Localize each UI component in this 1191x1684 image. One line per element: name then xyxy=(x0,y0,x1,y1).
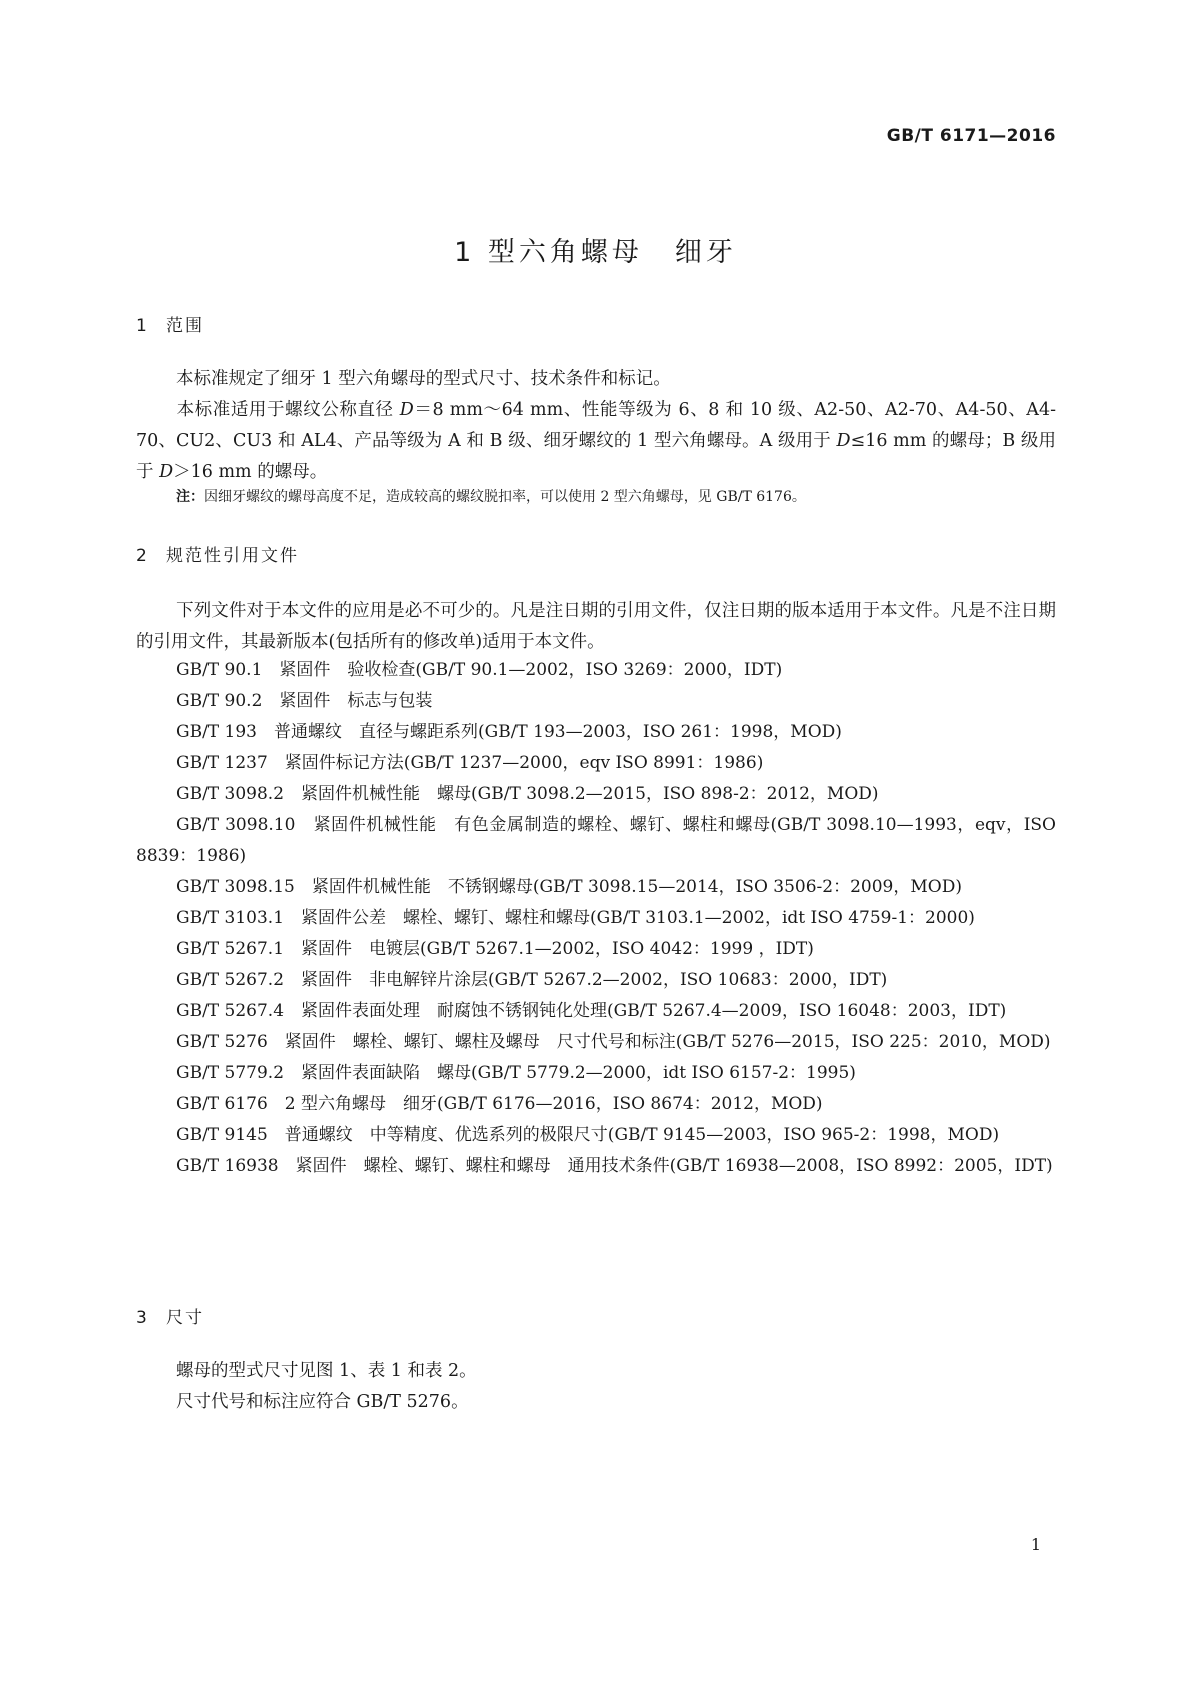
standard-code: GB/T 6171—2016 xyxy=(886,126,1056,146)
reference-item: GB/T 1237 紧固件标记方法(GB/T 1237—2000，eqv ISO 8991：1986) xyxy=(176,753,764,773)
variable-d: D xyxy=(836,431,851,451)
reference-item: GB/T 90.2 紧固件 标志与包装 xyxy=(176,691,433,711)
section-number: 1 xyxy=(136,316,149,336)
title-part-1: 1 型六角螺母 xyxy=(454,237,643,268)
normative-intro-paragraph: 下列文件对于本文件的应用是必不可少的。凡是注日期的引用文件，仅注日期的版本适用于本文件。凡是不注日期的引用文件，其最新版本(包括所有的修改单)适用于本文件。 xyxy=(136,601,1056,652)
dimensions-paragraph-2: 尺寸代号和标注应符合 GB/T 5276。 xyxy=(176,1392,469,1412)
title-part-2: 细牙 xyxy=(674,237,737,268)
reference-item: GB/T 5779.2 紧固件表面缺陷 螺母(GB/T 5779.2—2000，idt ISO 6157-2：1995) xyxy=(176,1063,856,1083)
reference-item: GB/T 6176 2 型六角螺母 细牙(GB/T 6176—2016，ISO 8674：2012，MOD) xyxy=(176,1094,823,1114)
section-number: 3 xyxy=(136,1308,149,1328)
section-title: 范围 xyxy=(166,316,204,336)
section-title: 规范性引用文件 xyxy=(166,546,299,566)
reference-item: GB/T 3103.1 紧固件公差 螺栓、螺钉、螺柱和螺母(GB/T 3103.1—2002，idt ISO 4759-1：2000) xyxy=(176,908,975,928)
scope-paragraph-1: 本标准规定了细牙 1 型六角螺母的型式尺寸、技术条件和标记。 xyxy=(176,369,671,389)
section-title: 尺寸 xyxy=(166,1308,204,1328)
reference-item: GB/T 5267.1 紧固件 电镀层(GB/T 5267.1—2002，ISO 4042：1999 ，IDT) xyxy=(176,939,814,959)
reference-item: GB/T 16938 紧固件 螺栓、螺钉、螺柱和螺母 通用技术条件(GB/T 16938—2008，ISO 8992：2005，IDT) xyxy=(176,1156,1053,1176)
variable-d: D xyxy=(159,462,174,482)
reference-item: GB/T 9145 普通螺纹 中等精度、优选系列的极限尺寸(GB/T 9145—2003，ISO 965-2：1998，MOD) xyxy=(176,1125,1000,1145)
page-title xyxy=(0,230,1191,269)
reference-item: GB/T 5267.2 紧固件 非电解锌片涂层(GB/T 5267.2—2002，ISO 10683：2000，IDT) xyxy=(176,970,888,990)
variable-d: D xyxy=(399,400,414,420)
section-number: 2 xyxy=(136,546,149,566)
reference-item: GB/T 90.1 紧固件 验收检查(GB/T 90.1—2002，ISO 3269：2000，IDT) xyxy=(176,660,783,680)
note-label: 注： xyxy=(176,489,204,505)
section-heading-normative-references xyxy=(136,541,299,566)
scope-note xyxy=(176,486,1056,506)
reference-list xyxy=(136,655,1056,1182)
section-heading-dimensions xyxy=(136,1303,204,1328)
section-heading-scope xyxy=(136,311,204,336)
reference-item: GB/T 3098.15 紧固件机械性能 不锈钢螺母(GB/T 3098.15—2014，ISO 3506-2：2009，MOD) xyxy=(176,877,962,897)
reference-item: GB/T 3098.2 紧固件机械性能 螺母(GB/T 3098.2—2015，ISO 898-2：2012，MOD) xyxy=(176,784,879,804)
scope-paragraph-2: 本标准适用于螺纹公称直径 D＝8 mm～64 mm、性能等级为 6、8 和 10 级、A2-50、A2-70、A4-50、A4-70、CU2、CU3 和 AL4、产品等级为 A 和 B 级、细牙螺纹的 1 型六角螺母。A 级用于 D≤16 mm 的螺母；B 级用于 D＞16 mm 的螺母。 xyxy=(136,400,1056,482)
reference-item: GB/T 3098.10 紧固件机械性能 有色金属制造的螺栓、螺钉、螺柱和螺母(GB/T 3098.10—1993，eqv，ISO 8839：1986) xyxy=(136,815,1056,866)
note-text: 因细牙螺纹的螺母高度不足，造成较高的螺纹脱扣率，可以使用 2 型六角螺母，见 GB/T 6176。 xyxy=(204,489,806,505)
reference-item: GB/T 5276 紧固件 螺栓、螺钉、螺柱及螺母 尺寸代号和标注(GB/T 5276—2015，ISO 225：2010，MOD) xyxy=(176,1032,1051,1052)
reference-item: GB/T 5267.4 紧固件表面处理 耐腐蚀不锈钢钝化处理(GB/T 5267.4—2009，ISO 16048：2003，IDT) xyxy=(176,1001,1007,1021)
page-number: 1 xyxy=(1030,1535,1041,1554)
dimensions-paragraph-1: 螺母的型式尺寸见图 1、表 1 和表 2。 xyxy=(176,1361,477,1381)
reference-item: GB/T 193 普通螺纹 直径与螺距系列(GB/T 193—2003，ISO 261：1998，MOD) xyxy=(176,722,842,742)
